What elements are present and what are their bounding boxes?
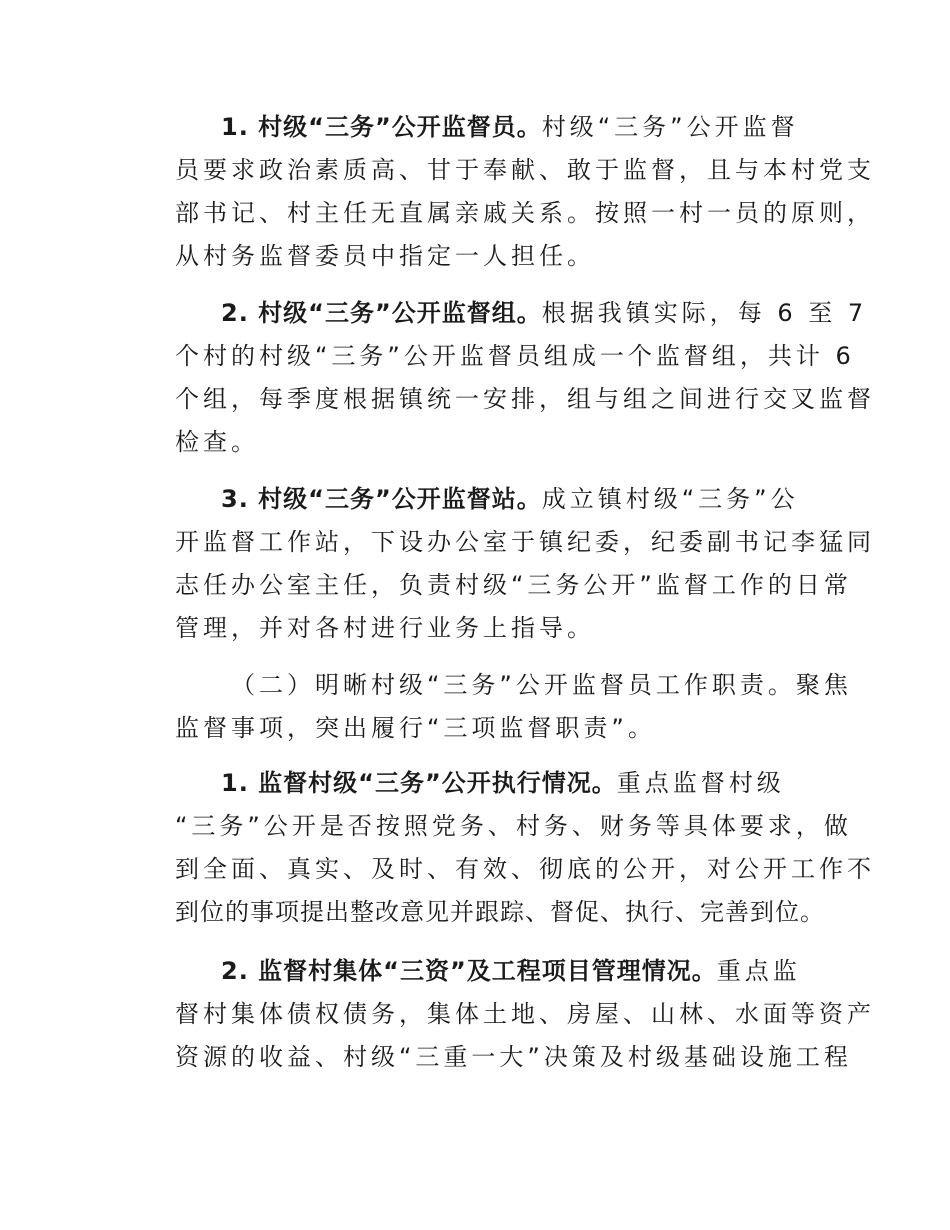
paragraph-first-line: （二）明晰村级“三务”公开监督员工作职责。聚焦 <box>231 671 852 699</box>
paragraph-heading: 2. 监督村集体“三资”及工程项目管理情况。 <box>221 957 717 985</box>
paragraph-line: 志任办公室主任，负责村级“三务公开”监督工作的日常 <box>175 571 852 599</box>
paragraph-line: 个组，每季度根据镇统一安排，组与组之间进行交叉监督 <box>175 385 875 413</box>
paragraph-line: 从村务监督委员中指定一人担任。 <box>175 242 595 270</box>
paragraph-first-line <box>175 950 815 993</box>
paragraph-line: 管理，并对各村进行业务上指导。 <box>175 614 595 642</box>
paragraph-heading: 3. 村级“三务”公开监督站。 <box>221 485 542 513</box>
paragraph-text: 重点监 <box>716 957 801 985</box>
paragraph-heading: 2. 村级“三务”公开监督组。 <box>221 299 542 327</box>
paragraph-text: 重点监督村级 <box>616 769 785 797</box>
paragraph-line: 部书记、村主任无直属亲戚关系。按照一村一员的原则， <box>175 199 875 227</box>
paragraph-disclosure-execution <box>175 762 875 934</box>
paragraph-line: 到位的事项提出整改意见并跟踪、督促、执行、完善到位。 <box>175 898 825 926</box>
paragraph-line: 开监督工作站，下设办公室于镇纪委，纪委副书记李猛同 <box>175 528 875 556</box>
paragraph-text: 村级“三务”公开监督 <box>541 113 799 141</box>
paragraph-line: 员要求政治素质高、甘于奉献、敢于监督，且与本村党支 <box>175 156 875 184</box>
paragraph-supervisor <box>175 106 875 278</box>
paragraph-line: 检查。 <box>175 428 259 456</box>
paragraph-heading: 1. 监督村级“三务”公开执行情况。 <box>221 769 617 797</box>
paragraph-line: 督村集体债权债务，集体土地、房屋、山林、水面等资产 <box>175 1000 875 1028</box>
paragraph-station <box>175 478 875 650</box>
paragraph-line: “三务”公开是否按照党务、村务、财务等具体要求，做 <box>175 812 852 840</box>
paragraph-section-two <box>175 664 852 750</box>
paragraph-first-line <box>175 762 815 805</box>
paragraph-first-line <box>175 478 815 521</box>
paragraph-first-line <box>175 106 815 149</box>
paragraph-group <box>175 292 875 464</box>
paragraph-assets-projects <box>175 950 875 1079</box>
paragraph-line: 到全面、真实、及时、有效、彻底的公开，对公开工作不 <box>175 855 875 883</box>
paragraph-line: 个村的村级“三务”公开监督员组成一个监督组，共计 6 <box>175 342 855 370</box>
paragraph-text: 根据我镇实际，每 6 至 7 <box>541 299 868 327</box>
paragraph-first-line <box>175 292 868 335</box>
paragraph-heading: 1. 村级“三务”公开监督员。 <box>221 113 542 141</box>
paragraph-line: 资源的收益、村级“三重一大”决策及村级基础设施工程 <box>175 1043 852 1071</box>
paragraph-line: 监督事项，突出履行“三项监督职责”。 <box>175 714 656 742</box>
paragraph-text: 成立镇村级“三务”公 <box>541 485 799 513</box>
